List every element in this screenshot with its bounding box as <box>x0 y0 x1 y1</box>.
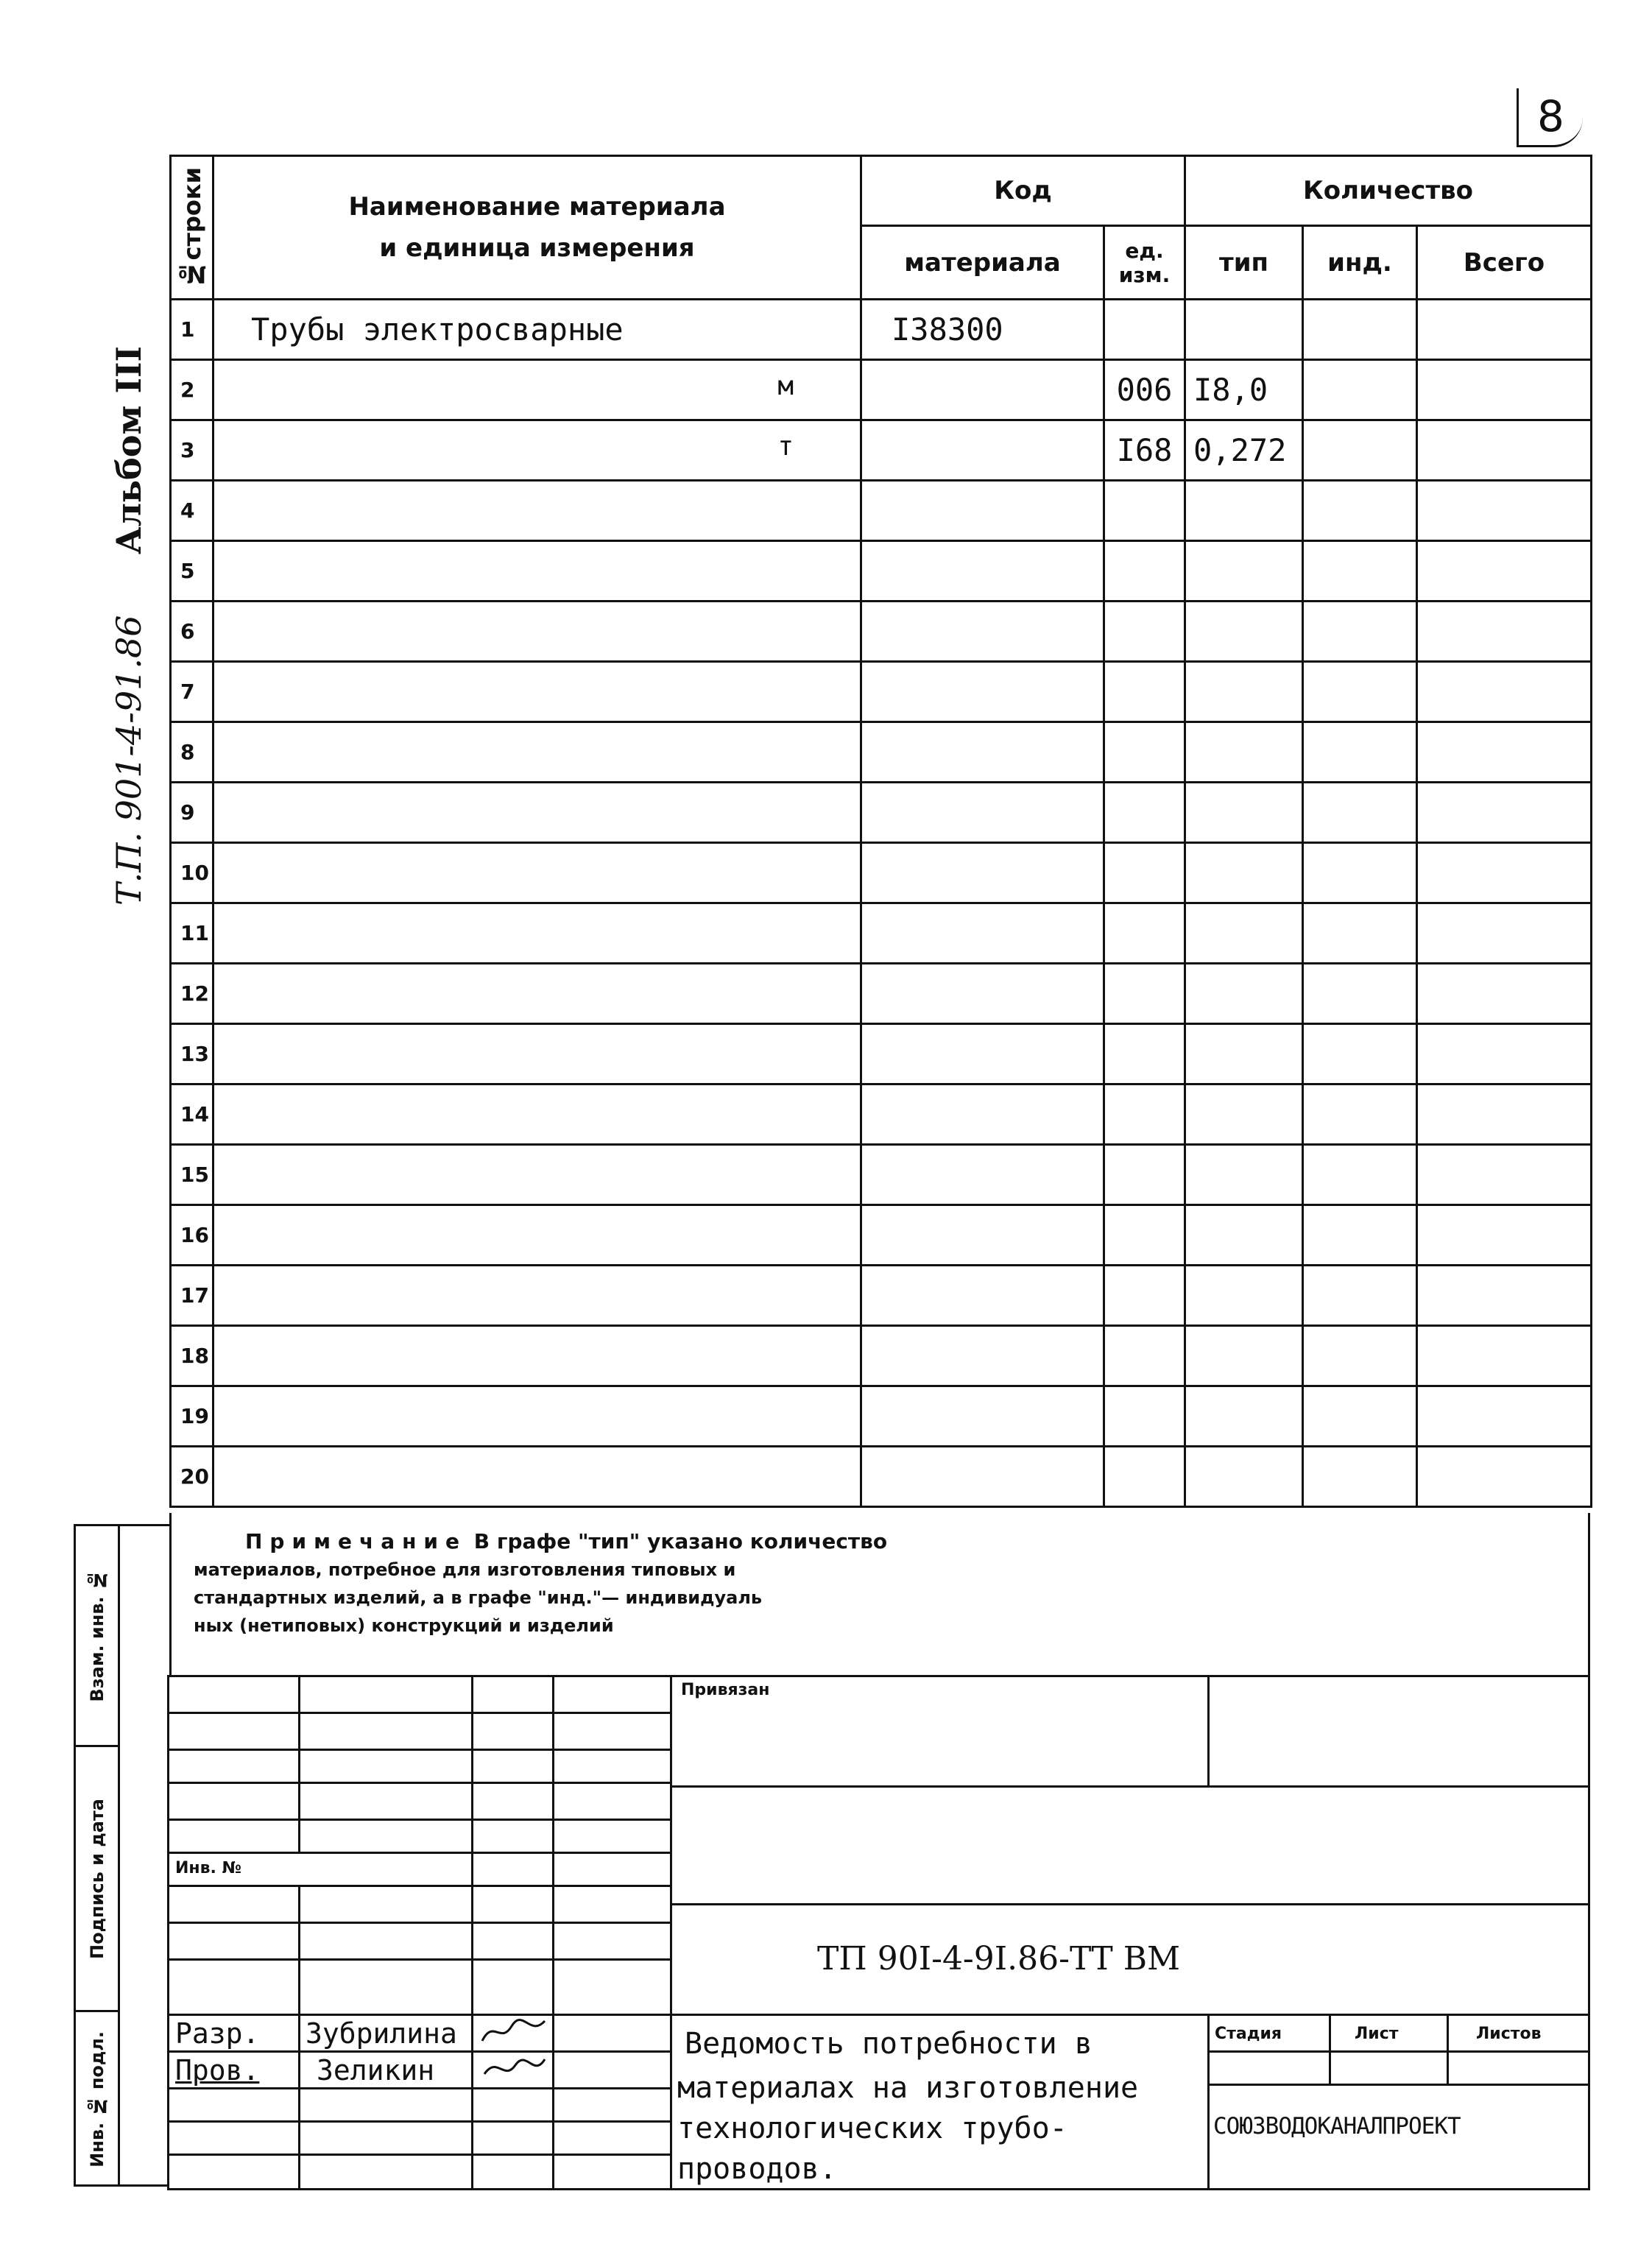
row-material-code <box>861 662 1104 722</box>
row-name <box>213 843 861 903</box>
row-number: 15 <box>171 1145 213 1205</box>
razr-name: Зубрилина <box>306 2017 457 2050</box>
row-qty-ind <box>1303 481 1417 541</box>
note-line2: материалов, потребное для изготовления типовых и <box>194 1559 736 1580</box>
row-qty-total <box>1417 360 1592 420</box>
row-qty-ind <box>1303 843 1417 903</box>
sheets-label: Листов <box>1476 2025 1542 2043</box>
row-qty-ind <box>1303 1386 1417 1447</box>
row-unit-code <box>1104 722 1185 783</box>
row-qty-total <box>1417 1084 1592 1145</box>
table-row <box>171 481 1592 541</box>
row-qty-type <box>1185 964 1303 1024</box>
row-name <box>213 964 861 1024</box>
row-material-code <box>861 903 1104 964</box>
table-row <box>171 1205 1592 1266</box>
table-row <box>171 662 1592 722</box>
row-number: 12 <box>171 964 213 1024</box>
row-material-code <box>861 1447 1104 1507</box>
row-unit-code <box>1104 1205 1185 1266</box>
row-qty-ind <box>1303 1024 1417 1084</box>
stage-label: Стадия <box>1215 2025 1282 2043</box>
header-code-unit: ед. изм. <box>1104 226 1185 300</box>
prov-name: Зеликин <box>317 2054 435 2087</box>
row-qty-type <box>1185 1084 1303 1145</box>
row-name <box>213 420 861 481</box>
sheet-label: Лист <box>1355 2025 1399 2043</box>
note-label: Примечание <box>245 1529 467 1553</box>
table-row <box>171 1084 1592 1145</box>
row-unit: т <box>777 431 794 462</box>
header-qty-total: Всего <box>1417 226 1592 300</box>
row-material-code <box>861 1266 1104 1326</box>
row-unit-code <box>1104 300 1185 360</box>
note-line3: стандартных изделий, а в графе "инд."— индивидуаль <box>194 1587 763 1608</box>
strip-sign-date: Подпись и дата <box>76 1747 120 2012</box>
row-name <box>213 783 861 843</box>
row-unit-code <box>1104 1326 1185 1386</box>
table-row <box>171 300 1592 360</box>
header-name: Наименование материала и единица измерения <box>213 156 861 300</box>
row-number: 9 <box>171 783 213 843</box>
prov-role: Пров. <box>175 2054 260 2087</box>
row-name <box>213 481 861 541</box>
row-number: 4 <box>171 481 213 541</box>
row-qty-ind <box>1303 903 1417 964</box>
row-qty-ind <box>1303 1326 1417 1386</box>
privyazan-label: Привязан <box>681 1681 770 1699</box>
row-material-code <box>861 481 1104 541</box>
table-row <box>171 420 1592 481</box>
row-qty-ind <box>1303 360 1417 420</box>
row-material-code <box>861 541 1104 602</box>
row-qty-type <box>1185 1266 1303 1326</box>
row-qty-total <box>1417 1145 1592 1205</box>
header-row-num: №строки <box>171 156 213 300</box>
table-row <box>171 903 1592 964</box>
row-number: 3 <box>171 420 213 481</box>
row-qty-total <box>1417 420 1592 481</box>
row-unit-code <box>1104 1386 1185 1447</box>
row-number: 5 <box>171 541 213 602</box>
row-name <box>213 1386 861 1447</box>
row-qty-ind <box>1303 1084 1417 1145</box>
row-qty-total <box>1417 964 1592 1024</box>
title-line1: Ведомость потребности в <box>685 2027 1092 2061</box>
row-unit-code: I68 <box>1104 420 1185 481</box>
row-qty-ind <box>1303 1145 1417 1205</box>
row-qty-type <box>1185 843 1303 903</box>
row-unit-code <box>1104 1084 1185 1145</box>
side-label-album: Альбом III <box>109 346 149 555</box>
table-row <box>171 964 1592 1024</box>
row-unit-code <box>1104 843 1185 903</box>
row-unit-code <box>1104 481 1185 541</box>
row-qty-total <box>1417 662 1592 722</box>
row-number: 19 <box>171 1386 213 1447</box>
title-line2: материалах на изготовление <box>677 2071 1139 2105</box>
row-unit-code <box>1104 1024 1185 1084</box>
row-qty-type <box>1185 662 1303 722</box>
row-material-code <box>861 843 1104 903</box>
table-row <box>171 1386 1592 1447</box>
row-material-code <box>861 1326 1104 1386</box>
row-qty-ind <box>1303 964 1417 1024</box>
row-qty-total <box>1417 602 1592 662</box>
row-qty-type <box>1185 1145 1303 1205</box>
row-number: 18 <box>171 1326 213 1386</box>
row-unit-code <box>1104 602 1185 662</box>
side-label <box>103 346 155 906</box>
row-name <box>213 1266 861 1326</box>
row-material-code <box>861 722 1104 783</box>
table-row <box>171 1326 1592 1386</box>
row-qty-ind <box>1303 1205 1417 1266</box>
row-name <box>213 541 861 602</box>
row-name <box>213 1326 861 1386</box>
table-row <box>171 1145 1592 1205</box>
row-material-code <box>861 964 1104 1024</box>
header-qty-type: тип <box>1185 226 1303 300</box>
row-qty-total <box>1417 541 1592 602</box>
document-code: ТП 90I-4-9I.86-ТТ ВМ <box>817 1940 1181 1978</box>
row-unit-code <box>1104 783 1185 843</box>
row-qty-total <box>1417 1266 1592 1326</box>
row-qty-type <box>1185 1205 1303 1266</box>
row-qty-type <box>1185 783 1303 843</box>
row-qty-ind <box>1303 541 1417 602</box>
row-qty-ind <box>1303 1447 1417 1507</box>
row-material-code <box>861 783 1104 843</box>
row-name <box>213 1084 861 1145</box>
row-unit-code <box>1104 903 1185 964</box>
row-qty-type <box>1185 1024 1303 1084</box>
row-qty-total <box>1417 783 1592 843</box>
table-row <box>171 783 1592 843</box>
row-qty-type <box>1185 722 1303 783</box>
row-unit-code <box>1104 964 1185 1024</box>
row-material-code <box>861 1084 1104 1145</box>
row-qty-ind <box>1303 783 1417 843</box>
row-qty-total <box>1417 903 1592 964</box>
row-name <box>213 1205 861 1266</box>
row-material-code: I38300 <box>861 300 1104 360</box>
row-material-code <box>861 420 1104 481</box>
row-qty-total <box>1417 843 1592 903</box>
page-number: 8 <box>1517 88 1583 147</box>
row-unit: м <box>777 371 794 401</box>
row-qty-type <box>1185 903 1303 964</box>
note-block <box>169 1513 1590 1675</box>
row-number: 16 <box>171 1205 213 1266</box>
strip-zam-inv: Взам. инв. № <box>76 1526 120 1747</box>
row-unit-code <box>1104 541 1185 602</box>
row-name <box>213 1447 861 1507</box>
table-row <box>171 1266 1592 1326</box>
table-row <box>171 360 1592 420</box>
row-name <box>213 360 861 420</box>
row-qty-total <box>1417 300 1592 360</box>
row-qty-ind <box>1303 1266 1417 1326</box>
header-code-material: материала <box>861 226 1104 300</box>
row-name <box>213 903 861 964</box>
title-line4: проводов. <box>677 2152 837 2186</box>
header-code: Код <box>861 156 1185 226</box>
row-qty-total <box>1417 1386 1592 1447</box>
inv-no-label: Инв. № <box>175 1859 242 1877</box>
row-qty-ind <box>1303 420 1417 481</box>
title-block <box>169 1675 1590 2190</box>
row-qty-ind <box>1303 662 1417 722</box>
row-name <box>213 602 861 662</box>
row-qty-total <box>1417 722 1592 783</box>
left-strip <box>74 1524 169 2187</box>
row-qty-type: I8,0 <box>1185 360 1303 420</box>
table-row <box>171 1024 1592 1084</box>
row-unit-code: 006 <box>1104 360 1185 420</box>
row-number: 10 <box>171 843 213 903</box>
title-line3: технологических трубо- <box>677 2112 1067 2145</box>
row-material-code <box>861 1145 1104 1205</box>
row-material-code <box>861 1024 1104 1084</box>
row-qty-total <box>1417 1326 1592 1386</box>
row-unit-code <box>1104 662 1185 722</box>
table-row <box>171 602 1592 662</box>
razr-role: Разр. <box>175 2017 260 2050</box>
table-row <box>171 1447 1592 1507</box>
row-material-code <box>861 360 1104 420</box>
row-qty-type <box>1185 300 1303 360</box>
row-number: 14 <box>171 1084 213 1145</box>
row-qty-type <box>1185 602 1303 662</box>
row-number: 13 <box>171 1024 213 1084</box>
row-number: 20 <box>171 1447 213 1507</box>
row-number: 7 <box>171 662 213 722</box>
row-material-code <box>861 602 1104 662</box>
note-line1: В графе "тип" указано количество <box>473 1529 888 1553</box>
row-qty-type <box>1185 481 1303 541</box>
row-qty-type <box>1185 541 1303 602</box>
materials-table <box>169 155 1592 1508</box>
organization: СОЮЗВОДОКАНАЛПРОЕКТ <box>1213 2113 1461 2140</box>
row-qty-total <box>1417 1024 1592 1084</box>
row-number: 2 <box>171 360 213 420</box>
row-number: 8 <box>171 722 213 783</box>
header-qty-ind: инд. <box>1303 226 1417 300</box>
row-name <box>213 1024 861 1084</box>
row-name: Трубы электросварные <box>213 300 861 360</box>
header-quantity: Количество <box>1185 156 1592 226</box>
row-name <box>213 662 861 722</box>
strip-inv-podl: Инв. № подл. <box>76 2012 120 2187</box>
row-number: 6 <box>171 602 213 662</box>
row-qty-ind <box>1303 602 1417 662</box>
row-qty-total <box>1417 481 1592 541</box>
row-qty-total <box>1417 1205 1592 1266</box>
row-number: 11 <box>171 903 213 964</box>
row-qty-type <box>1185 1326 1303 1386</box>
table-row <box>171 843 1592 903</box>
row-number: 1 <box>171 300 213 360</box>
row-qty-type <box>1185 1386 1303 1447</box>
razr-signature <box>479 2015 548 2048</box>
table-row <box>171 541 1592 602</box>
row-qty-type <box>1185 1447 1303 1507</box>
row-qty-ind <box>1303 722 1417 783</box>
row-number: 17 <box>171 1266 213 1326</box>
prov-signature <box>479 2052 548 2085</box>
row-unit-code <box>1104 1447 1185 1507</box>
row-material-code <box>861 1386 1104 1447</box>
row-qty-type: 0,272 <box>1185 420 1303 481</box>
row-name <box>213 722 861 783</box>
row-qty-ind <box>1303 300 1417 360</box>
row-qty-total <box>1417 1447 1592 1507</box>
side-label-code: Т.П. 901-4-91.86 <box>109 615 149 906</box>
row-name <box>213 1145 861 1205</box>
table-row <box>171 722 1592 783</box>
row-material-code <box>861 1205 1104 1266</box>
note-line4: ных (нетиповых) конструкций и изделий <box>194 1615 614 1636</box>
row-unit-code <box>1104 1145 1185 1205</box>
row-unit-code <box>1104 1266 1185 1326</box>
